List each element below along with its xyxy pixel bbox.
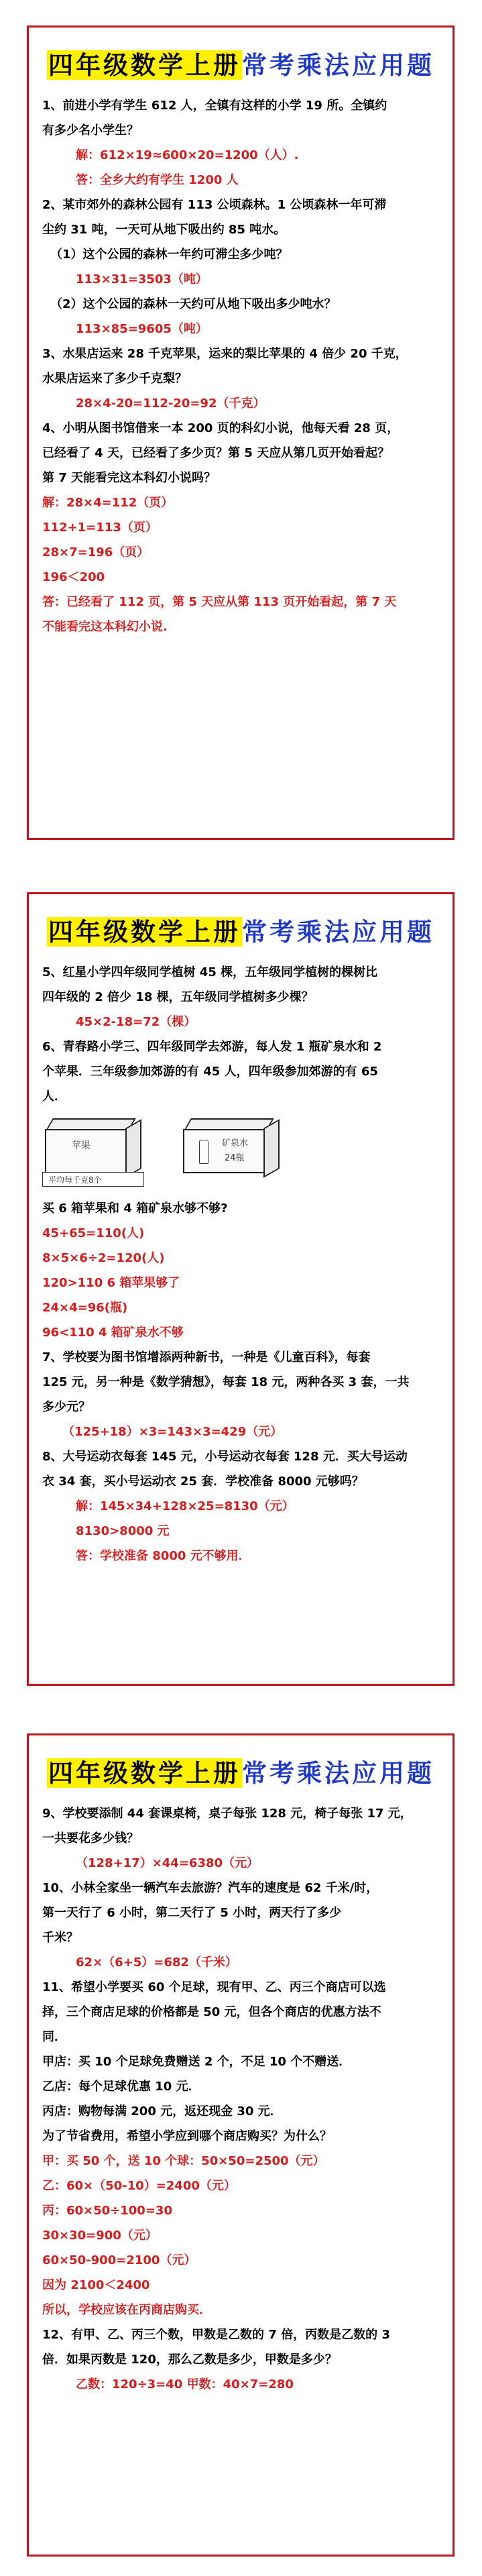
price-tag-text: 平均每千克8个 [48, 1175, 102, 1185]
answer-line: 因为 2100＜2400 [42, 2278, 150, 2292]
apple-box [45, 1129, 128, 1173]
question-line: 甲店：买 10 个足球免费赠送 2 个，不足 10 个不赠送． [42, 2055, 351, 2069]
question-line: 为了节省费用，希望小学应到哪个商店购买？为什么？ [42, 2129, 332, 2143]
answer-line: 乙数：120÷3=40 甲数：40×7=280 [76, 2377, 294, 2392]
question-line: 2、某市郊外的森林公园有 113 公顷森林。1 公顷森林一年可滞 [42, 198, 387, 212]
question-line: 9、学校要添制 44 套课桌椅，桌子每张 128 元，椅子每张 17 元， [42, 1807, 412, 1821]
water-box-count: 24瓶 [225, 1153, 245, 1163]
answer-line: 113×85=9605（吨） [76, 322, 208, 336]
answer-line: 不能看完这本科幻小说. [42, 620, 168, 634]
answer-line: （125+18）×3=143×3=429（元） [62, 1425, 283, 1439]
answer-line: 解：612×19≈600×20=1200（人）. [76, 148, 299, 162]
apple-box-side [125, 1119, 141, 1178]
answer-line: 解：28×4=112（页） [42, 496, 174, 510]
question-line: （1）这个公园的森林一年约可滞尘多少吨？ [50, 248, 288, 262]
page-2-content-bottom [42, 1196, 443, 1568]
title-rest: 常考乘法应用题 [242, 917, 434, 947]
page-title [29, 1753, 453, 1789]
question-line: 四年级的 2 倍少 18 棵，五年级同学植树多少棵？ [42, 990, 314, 1004]
answer-line: 28×7=196（页） [42, 545, 149, 559]
answer-line: （128+17）×44=6380（元） [76, 1856, 259, 1870]
question-line: 倍．如果丙数是 120，那么乙数是多少，甲数是多少？ [42, 2353, 337, 2367]
question-line: 择，三个商店足球的价格都是 50 元，但各个商店的优惠方法不 [42, 2005, 381, 2019]
title-highlight: 四年级数学上册 [48, 1758, 241, 1788]
answer-line: 8×5×6÷2=120(人) [42, 1251, 165, 1265]
question-line: 8、大号运动衣每套 145 元，小号运动衣每套 128 元．买大号运动 [42, 1450, 408, 1464]
bottle-icon [199, 1140, 208, 1164]
question-line: 丙店：购物每满 200 元，返还现金 30 元． [42, 2104, 282, 2118]
question-line: 乙店：每个足球优惠 10 元． [42, 2080, 200, 2094]
page-2-content [42, 960, 443, 1568]
question-line: 5、红星小学四年级同学植树 45 棵，五年级同学植树的棵树比 [42, 965, 378, 979]
answer-line: 28×4-20=112-20=92（千克） [76, 396, 265, 411]
question-line: 水果店运来了多少千克梨？ [42, 372, 187, 386]
answer-line: 120>110 6 箱苹果够了 [42, 1276, 180, 1290]
answer-line: 60×50-900=2100（元） [42, 2253, 196, 2267]
answer-line: 解：145×34+128×25=8130（元） [76, 1499, 294, 1513]
question-line: 人． [42, 1089, 66, 1104]
water-box-label: 矿泉水 [222, 1138, 249, 1148]
answer-line: 96<110 4 箱矿泉水不够 [42, 1326, 184, 1340]
answer-line: 丙：60×50÷100=30 [42, 2204, 172, 2218]
answer-line: 30×30=900（元） [42, 2229, 158, 2243]
title-rest: 常考乘法应用题 [242, 50, 434, 80]
water-box-side [263, 1119, 280, 1178]
answer-line: 答：全乡大约有学生 1200 人 [76, 173, 239, 187]
question-line: 第 7 天能看完这本科幻小说吗？ [42, 471, 217, 485]
question-line: 同． [42, 2030, 66, 2044]
answer-line: 答：已经看了 112 页，第 5 天应从第 113 页开始看起，第 7 天 [42, 595, 397, 609]
page-title [29, 45, 453, 81]
answer-line: 甲：买 50 个，送 10 个球：50×50=2500（元） [42, 2154, 325, 2168]
apple-box-label: 苹果 [72, 1140, 91, 1151]
title-highlight: 四年级数学上册 [48, 50, 241, 80]
question-line: 12、有甲、乙、丙三个数，甲数是乙数的 7 倍，丙数是乙数的 3 [42, 2328, 390, 2342]
price-tag [42, 1172, 144, 1187]
page-2-content-top [42, 960, 443, 1109]
question-line: 衣 34 套，买小号运动衣 25 套．学校准备 8000 元够吗？ [42, 1474, 364, 1489]
worksheet-page-3 [27, 1733, 455, 2557]
question-line: 个苹果．三年级参加郊游的有 45 人，四年级参加郊游的有 65 [42, 1065, 378, 1079]
boxes-illustration [42, 1113, 443, 1193]
question-line: 一共要花多少钱？ [42, 1831, 139, 1845]
question-line: 尘约 31 吨，一天可从地下吸出约 85 吨水。 [42, 223, 286, 237]
answer-line: 196＜200 [42, 570, 105, 584]
question-line: 多少元？ [42, 1400, 91, 1414]
answer-line: 所以，学校应该在丙商店购买． [42, 2303, 211, 2317]
question-line: 10、小林全家坐一辆汽车去旅游？汽车的速度是 62 千米/时， [42, 1881, 379, 1895]
question-line: 11、希望小学要买 60 个足球，现有甲、乙、丙三个商店可以选 [42, 1980, 386, 1994]
question-line: （2）这个公园的森林一天约可从地下吸出多少吨水？ [50, 297, 337, 311]
water-box [183, 1129, 266, 1173]
question-line: 1、前进小学有学生 612 人，全镇有这样的小学 19 所。全镇约 [42, 99, 387, 113]
answer-line: 113×31=3503（吨） [76, 272, 208, 286]
question-line: 有多少名小学生？ [42, 123, 139, 138]
answer-line: 112+1=113（页） [42, 521, 158, 535]
answer-line: 8130>8000 元 [76, 1524, 170, 1538]
question-line: 第一天行了 6 小时，第二天行了 5 小时，两天行了多少 [42, 1906, 342, 1920]
title-highlight: 四年级数学上册 [48, 917, 241, 947]
worksheet-page-1 [27, 25, 455, 840]
question-line: 7、学校要为图书馆增添两种新书，一种是《儿童百科》，每套 [42, 1350, 371, 1364]
question-line: 125 元，另一种是《数学猜想》，每套 18 元，两种各买 3 套，一共 [42, 1375, 410, 1389]
page-title [29, 912, 453, 948]
title-rest: 常考乘法应用题 [242, 1758, 434, 1788]
answer-line: 45+65=110(人) [42, 1226, 145, 1240]
question-line: 3、水果店运来 28 千克苹果，运来的梨比苹果的 4 倍少 20 千克， [42, 347, 408, 361]
question-line: 4、小明从图书馆借来一本 200 页的科幻小说，他每天看 28 页， [42, 421, 400, 435]
answer-line: 乙：60×（50-10）=2400（元） [42, 2179, 236, 2193]
question-line: 买 6 箱苹果和 4 箱矿泉水够不够? [42, 1201, 228, 1216]
question-line: 千米？ [42, 1931, 78, 1945]
worksheet-page-2 [27, 892, 455, 1686]
answer-line: 24×4=96(瓶) [42, 1301, 128, 1315]
page-3-content [42, 1801, 443, 2397]
answer-line: 62×（6+5）=682（千米） [76, 1955, 237, 1970]
page-1-content [42, 93, 443, 639]
answer-line: 答：学校准备 8000 元不够用． [76, 1549, 251, 1563]
question-line: 6、青春路小学三、四年级同学去郊游，每人发 1 瓶矿泉水和 2 [42, 1040, 382, 1054]
answer-line: 45×2-18=72（棵） [76, 1015, 196, 1029]
question-line: 已经看了 4 天，已经看了多少页？第 5 天应从第几页开始看起？ [42, 446, 390, 460]
